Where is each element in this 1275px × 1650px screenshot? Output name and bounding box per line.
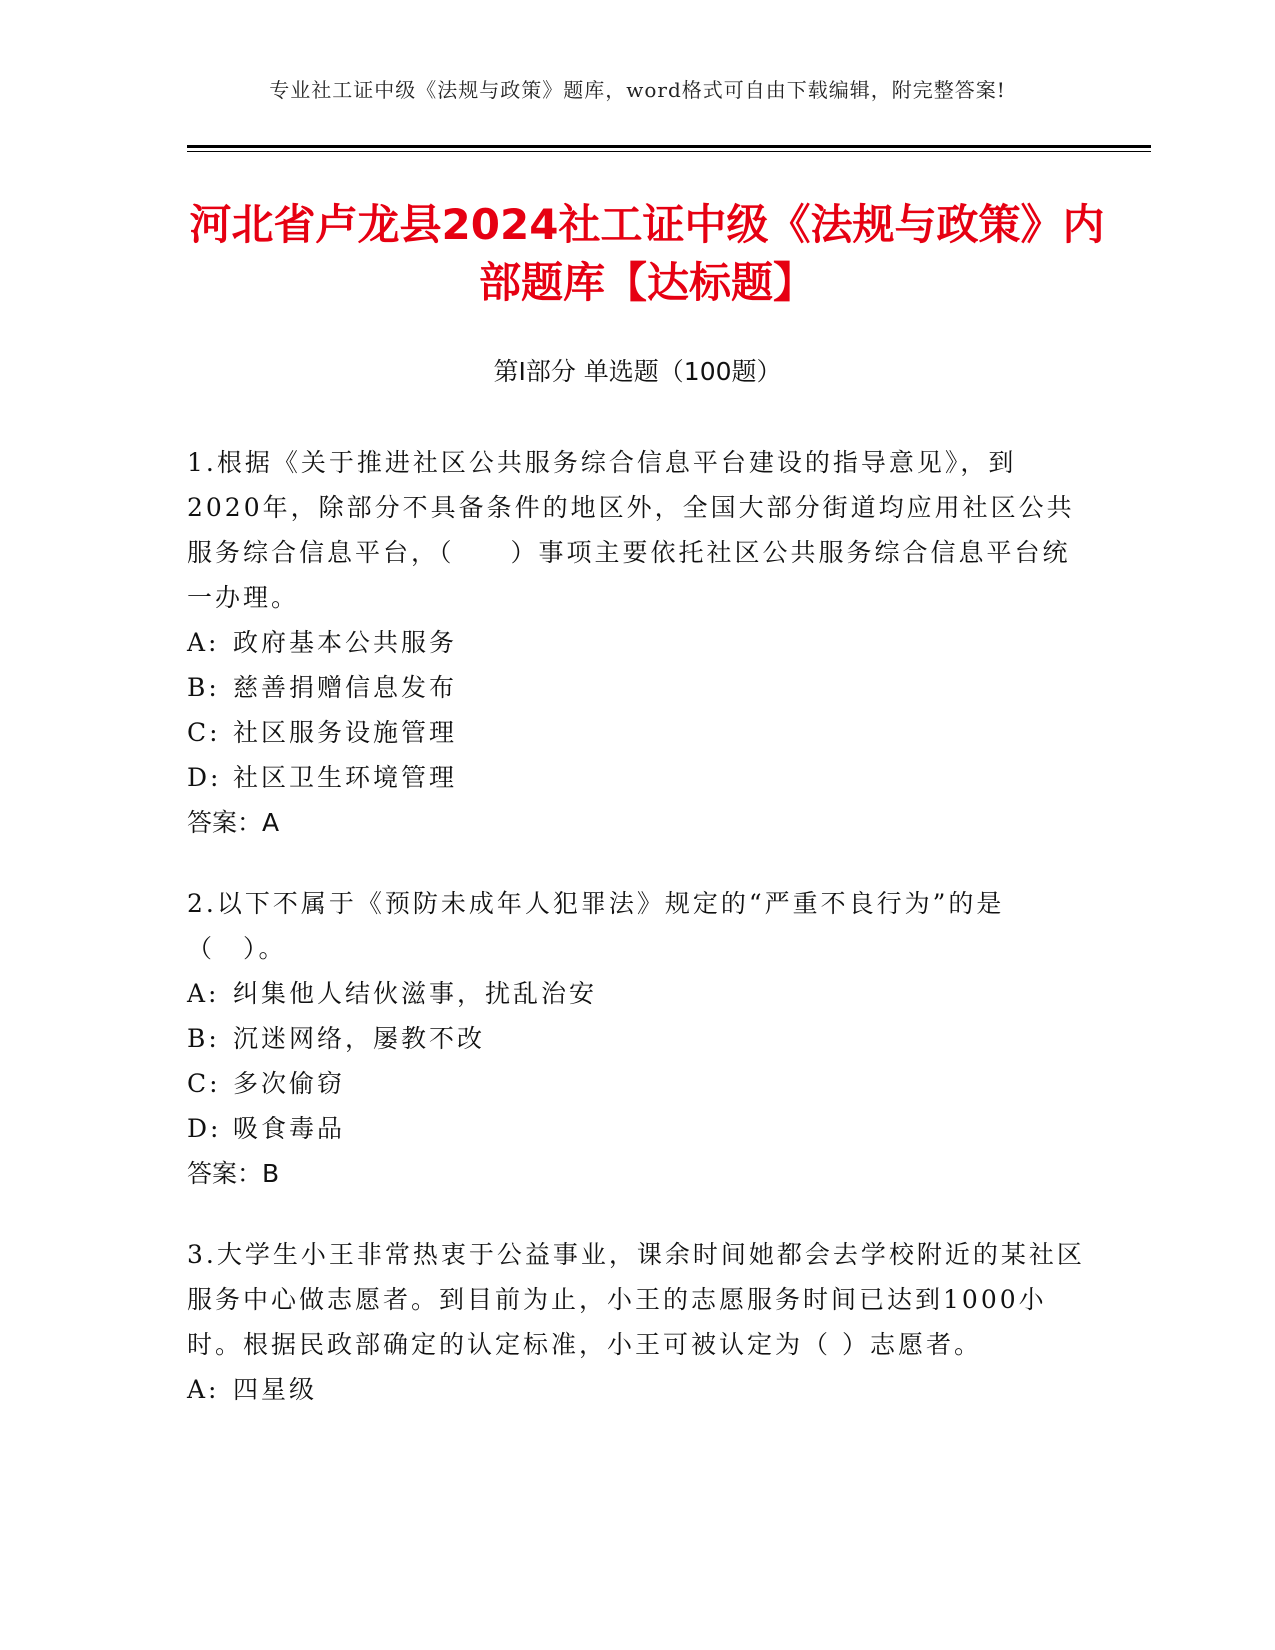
question-stem: 1.根据《关于推进社区公共服务综合信息平台建设的指导意见》，到2020年，除部分不具备条件的地区外，全国大部分街道均应用社区公共服务综合信息平台，（ ）事项主要依托社区公共服务综合信息平台统一办理。 — [187, 448, 1075, 612]
option-text: 纠集他人结伙滋事，扰乱治安 — [233, 979, 598, 1008]
answer-line: 答案：B — [187, 1159, 280, 1188]
option-text: 慈善捐赠信息发布 — [233, 673, 458, 702]
question-2 — [187, 881, 1087, 1196]
option-text: 社区卫生环境管理 — [233, 763, 458, 792]
question-stem: 3.大学生小王非常热衷于公益事业，课余时间她都会去学校附近的某社区服务中心做志愿者。到目前为止，小王的志愿服务时间已达到1000小时。根据民政部确定的认定标准，小王可被认定为（ ）志愿者。 — [187, 1240, 1085, 1359]
header-rule-thin — [187, 151, 1151, 152]
header-note: 专业社工证中级《法规与政策》题库，word格式可自由下载编辑，附完整答案! — [269, 78, 1006, 102]
option-c — [187, 710, 1087, 755]
section-heading: 第Ⅰ部分 单选题（100题） — [493, 357, 782, 386]
option-b — [187, 665, 1087, 710]
option-text: 政府基本公共服务 — [233, 628, 458, 657]
option-letter: A: — [187, 1375, 220, 1404]
question-list — [187, 440, 1087, 1448]
question-1 — [187, 440, 1087, 845]
option-letter: A: — [187, 628, 220, 657]
option-letter: D: — [187, 1114, 222, 1143]
option-a — [187, 1367, 1087, 1412]
question-stem: 2.以下不属于《预防未成年人犯罪法》规定的“严重不良行为”的是（ ）。 — [187, 889, 1005, 963]
option-d — [187, 1106, 1087, 1151]
option-text: 吸食毒品 — [233, 1114, 346, 1143]
option-b — [187, 1016, 1087, 1061]
option-letter: C: — [187, 718, 221, 747]
option-text: 四星级 — [233, 1375, 318, 1404]
document-title: 河北省卢龙县2024社工证中级《法规与政策》内部题库【达标题】 — [189, 200, 1105, 307]
option-text: 多次偷窃 — [233, 1069, 346, 1098]
option-d — [187, 755, 1087, 800]
option-letter: D: — [187, 763, 222, 792]
option-letter: C: — [187, 1069, 221, 1098]
option-c — [187, 1061, 1087, 1106]
header-rule-thick — [187, 145, 1151, 148]
option-a — [187, 971, 1087, 1016]
answer-line: 答案：A — [187, 808, 280, 837]
option-letter: B: — [187, 673, 220, 702]
option-text: 社区服务设施管理 — [233, 718, 458, 747]
option-text: 沉迷网络，屡教不改 — [233, 1024, 486, 1053]
option-letter: B: — [187, 1024, 220, 1053]
option-letter: A: — [187, 979, 220, 1008]
question-3 — [187, 1232, 1087, 1412]
option-a — [187, 620, 1087, 665]
